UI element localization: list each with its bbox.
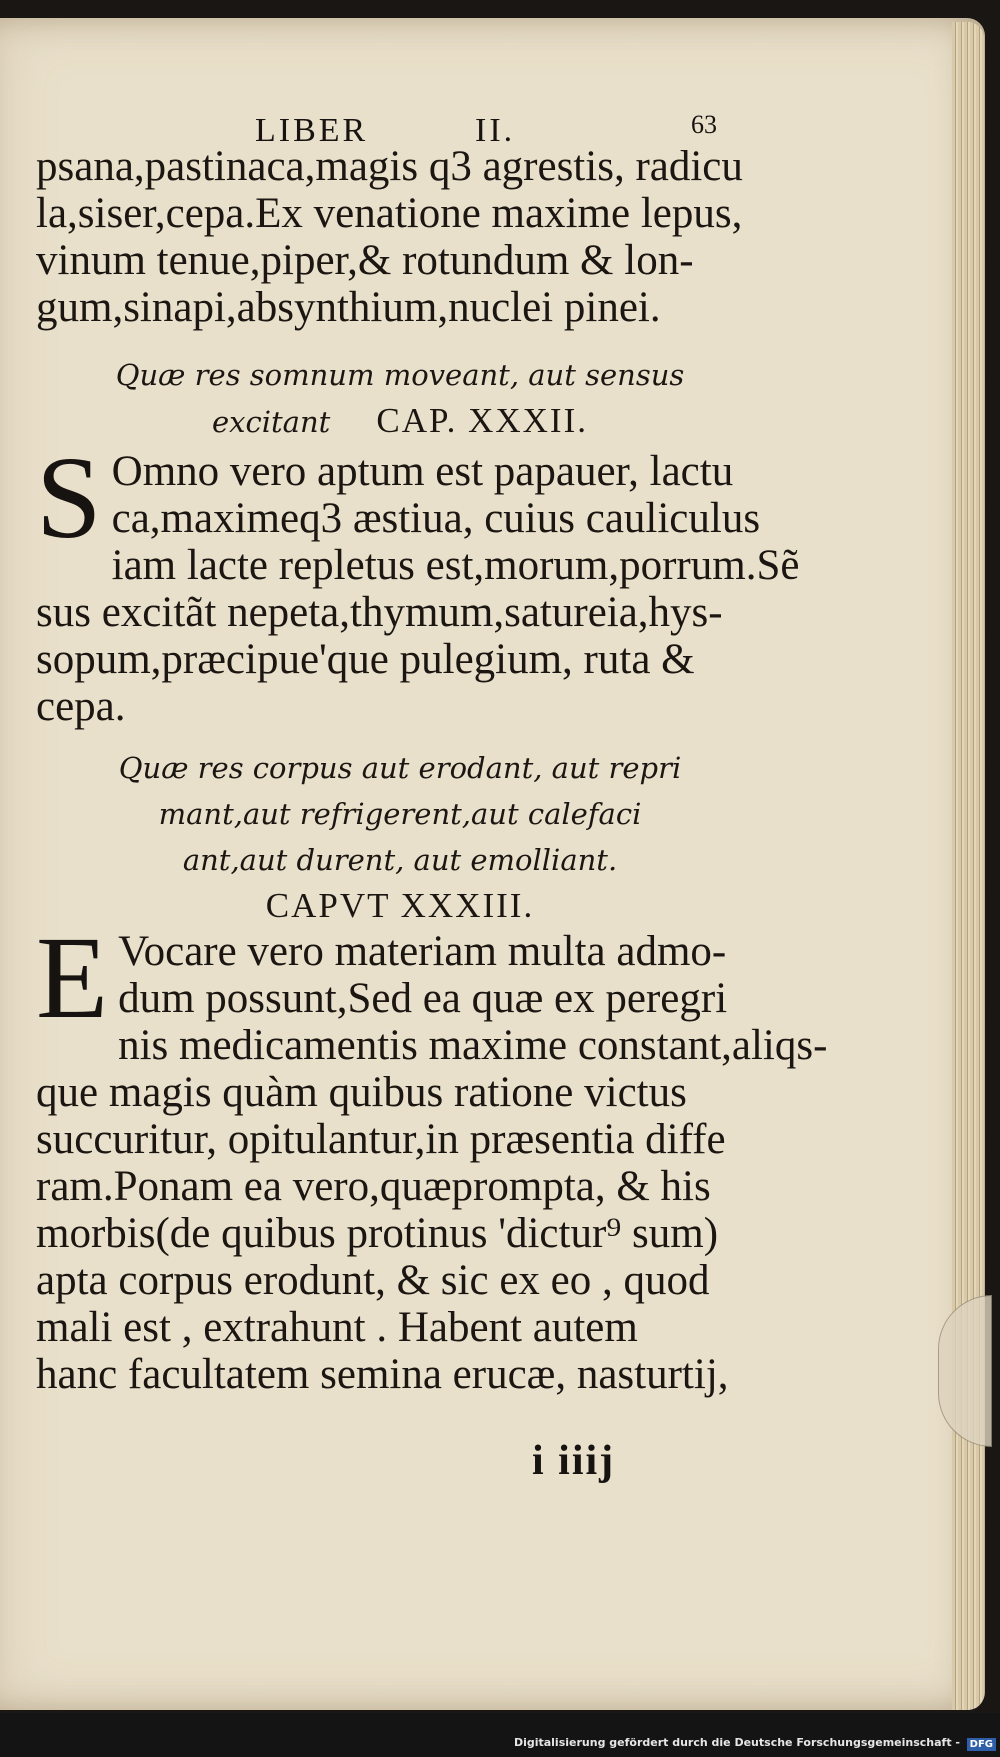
text-line: vinum tenue,piper,& rotundum & lon-: [36, 237, 694, 284]
text-line: nis medicamentis maxime constant,aliqs-: [118, 1022, 828, 1069]
text-line: sus excitãt nepeta,thymum,satureia,hys-: [36, 589, 723, 636]
digitization-footer: [0, 1713, 1000, 1757]
drop-capital-e: E: [36, 912, 109, 1043]
heading-line-with-chapter: [60, 398, 740, 445]
header-book-number: II.: [475, 112, 516, 149]
text-line: Vocare vero materiam multa admo-: [118, 928, 727, 975]
heading-line: Quæ res somnum moveant, aut sensus: [115, 358, 685, 392]
heading-line: Quæ res corpus aut erodant, aut repri: [118, 751, 682, 785]
folio-number: 63: [691, 110, 717, 139]
dfg-logo: DFG: [967, 1738, 996, 1751]
page-edges: [952, 22, 984, 1710]
heading-line: excitant: [211, 405, 331, 439]
text-line: succuritur, opitulantur,in præsentia diffe: [36, 1116, 726, 1163]
signature-mark: i iiij: [532, 1438, 616, 1484]
chapter-heading-33: [60, 745, 740, 929]
text-line: iam lacte repletus est,morum,porrum.Sẽ: [111, 542, 800, 589]
chapter-number: CAPVT XXXIII.: [265, 886, 535, 925]
footer-credit: Digitalisierung gefördert durch die Deutsche Forschungsgemeinschaft -: [513, 1736, 960, 1749]
text-line: que magis quàm quibus ratione victus: [36, 1069, 687, 1116]
header-liber: LIBER: [255, 112, 369, 149]
drop-capital-s: S: [36, 432, 102, 563]
text-line: gum,sinapi,absynthium,nuclei pinei.: [36, 284, 661, 331]
text-line: psana,pastinaca,magis q3 agrestis, radicu: [36, 143, 743, 190]
text-line: cepa.: [36, 683, 126, 730]
text-line: hanc facultatem semina erucæ, nasturtij,: [36, 1351, 729, 1398]
chapter-number: CAP. XXXII.: [376, 401, 588, 440]
text-block-3: [36, 912, 828, 1398]
text-line: morbis(de quibus protinus 'dictur⁹ sum): [36, 1210, 719, 1257]
text-line: apta corpus erodunt, & sic ex eo , quod: [36, 1257, 710, 1304]
text-line: la,siser,cepa.Ex venatione maxime lepus,: [36, 190, 743, 237]
text-line: dum possunt,Sed ea quæ ex peregri: [118, 975, 728, 1022]
text-block-2: [36, 432, 800, 730]
text-line: ram.Ponam ea vero,quæprompta, & his: [36, 1163, 711, 1210]
text-line: mali est , extrahunt . Habent autem: [36, 1304, 638, 1351]
text-line: ca,maximeq3 æstiua, cuius cauliculus: [111, 495, 761, 542]
chapter-heading-32: [60, 352, 740, 445]
text-line: sopum,præcipue'que pulegium, ruta &: [36, 636, 695, 683]
heading-line: mant,aut refrigerent,aut calefaci: [158, 797, 642, 831]
text-line: Omno vero aptum est papauer, lactu: [111, 448, 734, 495]
heading-line: ant,aut durent, aut emolliant.: [182, 843, 618, 877]
text-block-1: [36, 143, 756, 331]
